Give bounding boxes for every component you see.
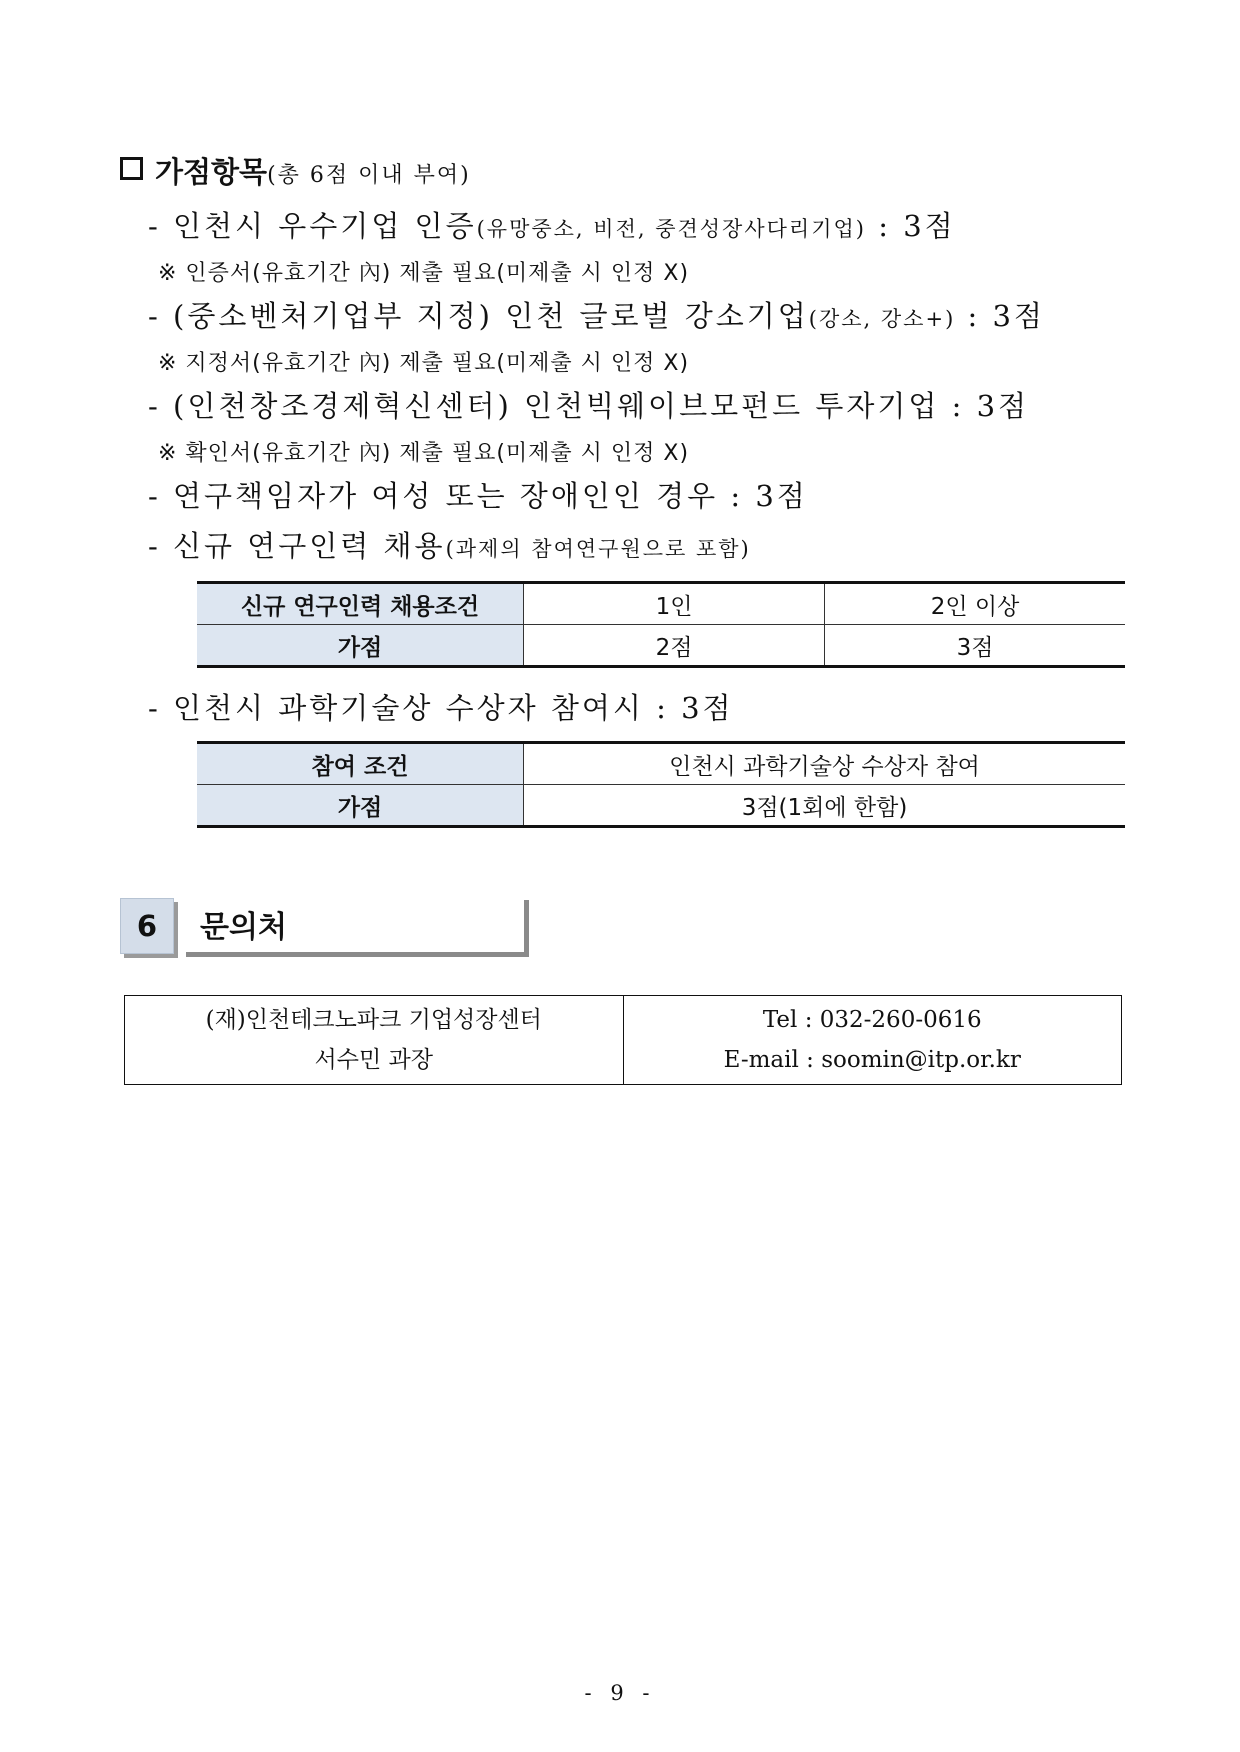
table-cell: 3점 (825, 625, 1126, 667)
table-row (197, 743, 1125, 785)
bonus-item-1 (148, 204, 956, 245)
table-row (197, 785, 1125, 827)
bonus-item-2-sub: (강소, 강소+) (808, 307, 956, 331)
table-header-cell: 신규 연구인력 채용조건 (197, 583, 524, 625)
bonus-item-2 (148, 294, 1045, 335)
hire-bonus-table (197, 581, 1125, 668)
section-number-badge: 6 (120, 898, 174, 954)
bonus-note-3: ※ 확인서(유효기간 內) 제출 필요(미제출 시 인정 X) (158, 441, 690, 466)
table-row (197, 583, 1125, 625)
bonus-section-title: 가점항목 (155, 155, 268, 189)
bonus-note-1: ※ 인증서(유효기간 內) 제출 필요(미제출 시 인정 X) (158, 261, 690, 286)
table-row (125, 996, 1122, 1085)
bonus-item-6 (148, 686, 734, 727)
bonus-note-2: ※ 지정서(유효기간 內) 제출 필요(미제출 시 인정 X) (158, 351, 690, 376)
bonus-item-2-score: : 3점 (955, 299, 1045, 333)
bonus-item-1-score: : 3점 (865, 209, 956, 243)
bonus-item-4-main: - 연구책임자가 여성 또는 장애인인 경우 : 3점 (148, 479, 808, 513)
award-bonus-table (197, 741, 1125, 828)
bonus-item-2-main: - (중소벤처기업부 지정) 인천 글로벌 강소기업 (148, 299, 809, 333)
table-cell: 2점 (524, 625, 825, 667)
contact-email: E-mail : soomin@itp.or.kr (723, 1047, 1021, 1073)
bonus-item-4 (148, 474, 808, 515)
table-header-cell: 참여 조건 (197, 743, 524, 785)
bonus-item-5-main: - 신규 연구인력 채용 (148, 529, 446, 563)
table-cell: 3점(1회에 한함) (524, 785, 1126, 827)
table-header-cell: 가점 (197, 625, 524, 667)
contact-table (124, 995, 1122, 1085)
contact-info-cell (623, 996, 1122, 1085)
square-bullet-icon (120, 157, 143, 180)
table-cell: 2인 이상 (825, 583, 1126, 625)
bonus-item-6-main: - 인천시 과학기술상 수상자 참여시 : 3점 (148, 691, 734, 725)
contact-org-cell (125, 996, 624, 1085)
table-header-cell: 가점 (197, 785, 524, 827)
table-row (197, 625, 1125, 667)
bonus-item-1-sub: (유망중소, 비전, 중견성장사다리기업) (476, 217, 866, 241)
contact-person: 서수민 과장 (314, 1047, 433, 1073)
bonus-item-1-main: - 인천시 우수기업 인증 (148, 209, 477, 243)
bonus-item-3 (148, 384, 1029, 425)
bonus-section-heading (120, 150, 471, 191)
contact-org: (재)인천테크노파크 기업성장센터 (205, 1007, 542, 1033)
bonus-item-5 (148, 524, 751, 565)
bonus-item-5-sub: (과제의 참여연구원으로 포함) (445, 537, 751, 561)
page-number: - 9 - (584, 1681, 656, 1705)
section-title: 문의처 (200, 910, 287, 945)
table-cell: 1인 (524, 583, 825, 625)
bonus-section-note: (총 6점 이내 부여) (267, 163, 471, 188)
table-cell: 인천시 과학기술상 수상자 참여 (524, 743, 1126, 785)
bonus-item-3-main: - (인천창조경제혁신센터) 인천빅웨이브모펀드 투자기업 : 3점 (148, 389, 1030, 423)
contact-tel: Tel : 032-260-0616 (762, 1007, 982, 1033)
